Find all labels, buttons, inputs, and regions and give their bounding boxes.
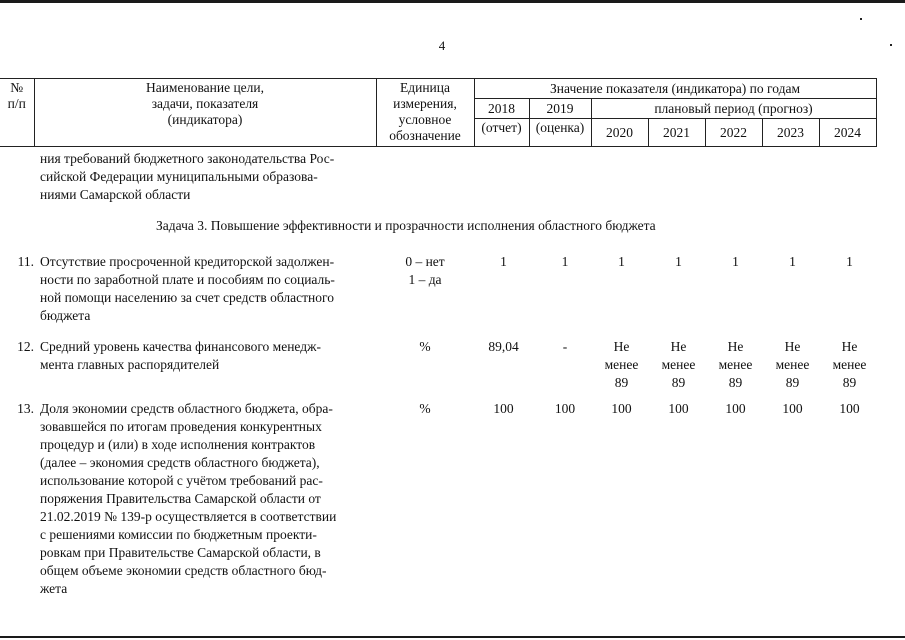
value-2020: [593, 338, 650, 392]
text-line: менее: [775, 357, 810, 372]
value-2024: 1: [846, 254, 853, 269]
value-2018: 89,04: [488, 339, 519, 354]
value-2019: 100: [554, 401, 576, 416]
header-2018-note: (отчет): [474, 119, 529, 147]
scan-speck: [890, 44, 892, 46]
header-2019-note: (оценка): [529, 119, 591, 147]
scan-top-border: [0, 0, 905, 3]
text-line: 89: [614, 375, 629, 390]
header-year-2018: 2018: [474, 99, 529, 119]
text-line: бюджета: [40, 308, 91, 323]
value-2024: [821, 338, 878, 392]
text-line: зовавшейся по итогам проведения конкурентных: [40, 419, 322, 434]
value-2019: 1: [561, 254, 569, 269]
text-line: Не: [613, 339, 630, 354]
header-name-cell: [34, 79, 376, 147]
text-line: ной помощи населению за счет средств областного: [40, 290, 334, 305]
text-line: сийской Федерации муниципальными образова-: [40, 169, 318, 184]
text-line: жета: [40, 581, 68, 596]
text-line: Не: [727, 339, 744, 354]
scan-speck: [860, 18, 862, 20]
header-plan-year: 2020: [591, 119, 648, 147]
value-2021: [650, 338, 707, 392]
text-line: Не: [841, 339, 858, 354]
row-number: 13.: [17, 401, 34, 416]
header-year-2019: 2019: [529, 99, 591, 119]
header-name-line: (индикатора): [167, 112, 243, 127]
value-2023: [764, 338, 821, 392]
text-line: 1 – да: [408, 272, 442, 287]
header-unit-line: обозначение: [389, 128, 461, 143]
text-line: процедур и (или) в ходе исполнения контрактов: [40, 437, 316, 452]
text-line: общем объеме экономии средств областного бюд-: [40, 563, 327, 578]
text-line: менее: [661, 357, 696, 372]
header-unit-line: измерения,: [393, 96, 457, 111]
row-name: [40, 253, 376, 325]
text-line: Не: [784, 339, 801, 354]
text-line: 21.02.2019 № 139-р осуществляется в соответствии: [40, 509, 337, 524]
text-line: менее: [604, 357, 639, 372]
header-plan-year: 2022: [705, 119, 762, 147]
row-unit: [376, 253, 474, 289]
value-2022: 1: [732, 254, 739, 269]
value-2021: 1: [675, 254, 682, 269]
value-2024: 100: [839, 401, 860, 416]
text-line: ния требований бюджетного законодательства Рос-: [40, 151, 335, 166]
text-line: 0 – нет: [405, 254, 445, 269]
value-2018: 100: [493, 401, 514, 416]
text-line: 89: [842, 375, 857, 390]
text-line: ниями Самарской области: [40, 187, 191, 202]
header-plan-title: плановый период (прогноз): [591, 99, 876, 119]
row-number: 12.: [17, 339, 34, 354]
header-name-line: задачи, показателя: [151, 96, 259, 111]
row-name: [40, 338, 376, 374]
table-header: [0, 78, 877, 147]
value-2023: 100: [782, 401, 803, 416]
header-unit-cell: [376, 79, 474, 147]
text-line: Не: [670, 339, 687, 354]
row-number: 11.: [17, 254, 34, 269]
row-name: [40, 400, 376, 598]
header-unit-line: условное: [398, 112, 452, 127]
value-2020: 1: [618, 254, 625, 269]
value-2018: 1: [500, 254, 507, 269]
value-2022: 100: [725, 401, 746, 416]
text-line: 89: [785, 375, 800, 390]
text-line: Средний уровень качества финансового менедж-: [40, 339, 321, 354]
header-plan-year: 2021: [648, 119, 705, 147]
text-line: мента главных распорядителей: [40, 357, 220, 372]
header-plan-year: 2023: [762, 119, 819, 147]
text-line: ровкам при Правительстве Самарской области, в: [40, 545, 321, 560]
header-name-line: Наименование цели,: [145, 80, 265, 95]
text-line: использование которой с учётом требований рас-: [40, 473, 323, 488]
header-values-title: Значение показателя (индикатора) по годам: [474, 79, 876, 99]
text-line: 89: [728, 375, 743, 390]
text-line: менее: [718, 357, 753, 372]
text-line: Отсутствие просроченной кредиторской задолжен-: [40, 254, 335, 269]
header-num-cell: [0, 79, 34, 147]
text-line: с решениями комиссии по бюджетным проекти-: [40, 527, 317, 542]
value-2020: 100: [611, 401, 632, 416]
header-plan-year: 2024: [819, 119, 876, 147]
text-line: (далее – экономия средств областного бюджета),: [40, 455, 320, 470]
text-line: 89: [671, 375, 686, 390]
task-heading: Задача 3. Повышение эффективности и прозрачности исполнения областного бюджета: [156, 218, 656, 233]
value-2021: 100: [668, 401, 689, 416]
text-line: поряжения Правительства Самарской области от: [40, 491, 321, 506]
text-line: Доля экономии средств областного бюджета, обра-: [40, 401, 333, 416]
page-number: 4: [438, 38, 446, 53]
text-line: ности по заработной плате и пособиям по социаль-: [40, 272, 335, 287]
row-unit: %: [419, 339, 431, 354]
header-unit-line: Единица: [399, 80, 450, 95]
text-line: менее: [832, 357, 867, 372]
header-num-label: №: [10, 80, 24, 95]
continuation-text: [40, 150, 376, 204]
scan-bottom-border: [0, 636, 905, 638]
row-unit: %: [419, 401, 431, 416]
value-2019: -: [562, 339, 568, 354]
value-2023: 1: [789, 254, 796, 269]
value-2022: [707, 338, 764, 392]
header-num-label: п/п: [7, 96, 26, 111]
